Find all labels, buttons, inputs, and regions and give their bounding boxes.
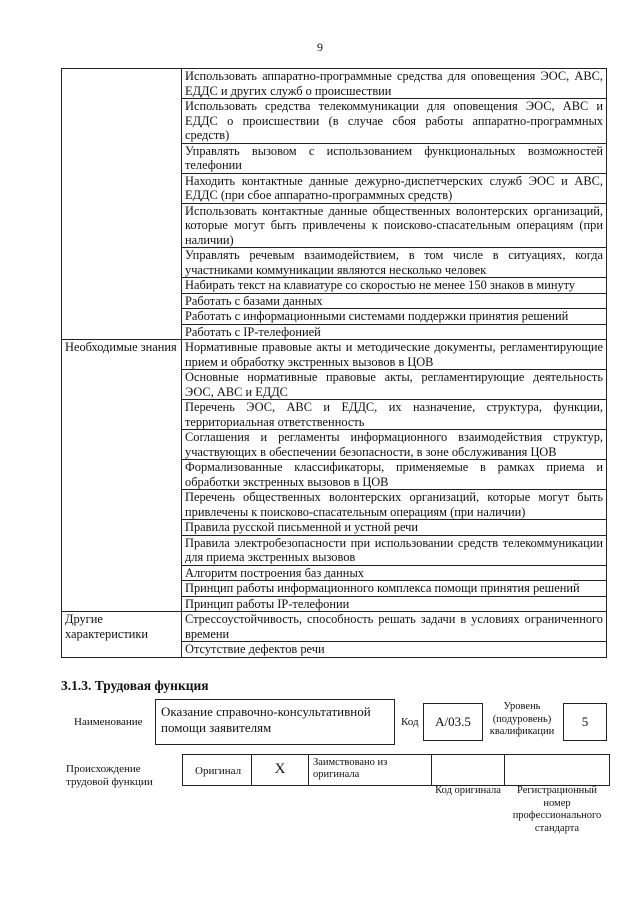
requirements-table [61,68,607,658]
reg-caption: Регистрационный номер профессионального стандарта [512,785,602,834]
code-label: Код [401,716,419,728]
page-number: 9 [317,40,323,54]
skills-row [62,69,607,99]
knowledge-item: Перечень ЭОС, АВС и ЕДДС, их назначение, структура, функции, территориальная ответственность [182,400,607,430]
code-value: А/03.5 [435,714,471,729]
knowledge-item: Принцип работы IP-телефонии [182,596,607,612]
level-label: Уровень (подуровень) квалификации [489,701,555,737]
skills-item: Набирать текст на клавиатуре со скоростью не менее 150 знаков в минуту [182,278,607,294]
knowledge-item: Правила русской письменной и устной речи [182,520,607,536]
code-original-cell [432,755,505,785]
skills-item: Находить контактные данные дежурно-диспетчерских служб ЭОС и АВС, ЕДДС (при сбое аппаратно-программных средств) [182,173,607,203]
code-caption: Код оригинала [435,785,501,796]
knowledge-item: Формализованные классификаторы, применяемые в рамках приема и обработки экстренных вызовов в ЦОВ [182,460,607,490]
skills-item: Управлять речевым взаимодействием, в том числе в ситуациях, когда участниками коммуникации являются несколько человек [182,248,607,278]
name-label: Наименование [74,716,143,728]
section-title: 3.1.3. Трудовая функция [61,678,209,693]
reg-number-cell [505,755,609,785]
code-box [423,703,483,741]
level-box [563,703,607,741]
skills-item: Работать с IP-телефонией [182,324,607,340]
function-name-box [155,699,395,745]
skills-label [62,69,182,340]
knowledge-item: Соглашения и регламенты информационного взаимодействия структур, участвующих в обеспечении безопасности, в зоне обслуживания ЦОВ [182,430,607,460]
original-label: Оригинал [195,765,242,777]
skills-item: Работать с информационными системами поддержки принятия решений [182,309,607,325]
knowledge-row [62,340,607,370]
skills-item: Использовать контактные данные общественных волонтерских организаций, которые могут быть привлечены к поисково-спасательным операциям (при наличии) [182,203,607,248]
skills-item: Управлять вызовом с использованием функциональных возможностей телефонии [182,143,607,173]
knowledge-item: Принцип работы информационного комплекса помощи принятия решений [182,581,607,597]
knowledge-item: Основные нормативные правовые акты, регламентирующие деятельность ЭОС, АВС и ЕДДС [182,370,607,400]
origin-box [182,754,610,786]
borrowed-label: Заимствовано из оригинала [313,757,388,780]
skills-item: Использовать средства телекоммуникации для оповещения ЭОС, АВС и ЕДДС о происшествии (в случае сбоя работы аппаратно-программных средств) [182,99,607,144]
other-label: Другие характеристики [62,612,182,658]
other-item: Стрессоустойчивость, способность решать задачи в условиях ограниченного времени [182,612,607,642]
knowledge-item: Алгоритм построения баз данных [182,565,607,581]
other-row [62,612,607,642]
original-cell [183,755,252,785]
skills-item: Работать с базами данных [182,293,607,309]
skills-item: Использовать аппаратно-программные средства для оповещения ЭОС, АВС, ЕДДС и других служб о происшествии [182,69,607,99]
knowledge-label: Необходимые знания [62,340,182,612]
knowledge-item: Правила электробезопасности при использовании средств телекоммуникации для приема экстренных вызовов [182,535,607,565]
other-item: Отсутствие дефектов речи [182,642,607,658]
original-mark: X [274,761,286,777]
level-value: 5 [581,714,589,729]
original-mark-cell [252,755,309,785]
knowledge-item: Нормативные правовые акты и методические документы, регламентирующие прием и обработку экстренных вызовов в ЦОВ [182,340,607,370]
borrowed-cell [309,755,432,785]
origin-label: Происхождение трудовой функции [66,763,153,788]
function-name-value: Оказание справочно-консультативной помощи заявителям [161,704,371,735]
knowledge-item: Перечень общественных волонтерских организаций, которые могут быть привлечены к поисково-спасательным операциям (при наличии) [182,490,607,520]
